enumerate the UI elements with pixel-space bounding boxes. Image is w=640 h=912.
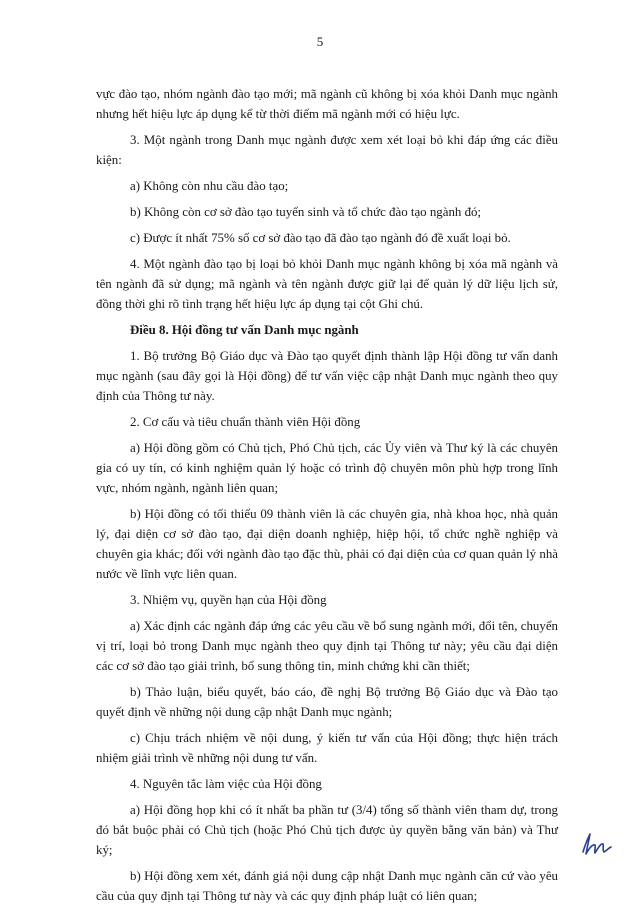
paragraph: 1. Bộ trưởng Bộ Giáo dục và Đào tạo quyết định thành lập Hội đồng tư vấn danh mục ngành (sau đây gọi là Hội đồng) để tư vấn việc cập nhật Danh mục ngành theo quy định của Thông tư này.: [96, 349, 558, 403]
handwritten-initials: [580, 830, 614, 860]
paragraph: a) Hội đồng gồm có Chủ tịch, Phó Chủ tịch, các Ủy viên và Thư ký là các chuyên gia có uy tín, có kinh nghiệm quản lý hoặc có trình độ chuyên môn phù hợp trong lĩnh vực, nhóm ngành, ngành liên quan;: [96, 441, 558, 495]
paragraph: c) Chịu trách nhiệm về nội dung, ý kiến tư vấn của Hội đồng; thực hiện trách nhiệm giải trình về những nội dung tư vấn.: [96, 731, 558, 765]
paragraph: a) Hội đồng họp khi có ít nhất ba phần tư (3/4) tổng số thành viên tham dự, trong đó bắt buộc phải có Chủ tịch (hoặc Phó Chủ tịch được ủy quyền bằng văn bản) và Thư ký;: [96, 803, 558, 857]
paragraph: 3. Một ngành trong Danh mục ngành được xem xét loại bỏ khi đáp ứng các điều kiện:: [96, 133, 558, 167]
paragraph: 3. Nhiệm vụ, quyền hạn của Hội đồng: [130, 593, 327, 607]
paragraph: 4. Nguyên tắc làm việc của Hội đồng: [130, 777, 322, 791]
article-heading: Điều 8. Hội đồng tư vấn Danh mục ngành: [130, 323, 359, 337]
document-body: [96, 84, 558, 912]
paragraph: a) Xác định các ngành đáp ứng các yêu cầu về bổ sung ngành mới, đổi tên, chuyển vị trí, loại bỏ trong Danh mục ngành theo quy định tại Thông tư này; yêu cầu đại diện các cơ sở đào tạo giải trình, bổ sung thông tin, minh chứng khi cần thiết;: [96, 619, 558, 673]
paragraph: 2. Cơ cấu và tiêu chuẩn thành viên Hội đồng: [130, 415, 361, 429]
paragraph: b) Hội đồng xem xét, đánh giá nội dung cập nhật Danh mục ngành căn cứ vào yêu cầu của quy định tại Thông tư này và các quy định pháp luật có liên quan;: [96, 869, 558, 903]
paragraph: b) Thảo luận, biểu quyết, báo cáo, đề nghị Bộ trưởng Bộ Giáo dục và Đào tạo quyết định về những nội dung cập nhật Danh mục ngành;: [96, 685, 558, 719]
paragraph: a) Không còn nhu cầu đào tạo;: [130, 179, 289, 193]
paragraph: b) Không còn cơ sở đào tạo tuyển sinh và tổ chức đào tạo ngành đó;: [130, 205, 482, 219]
paragraph: 4. Một ngành đào tạo bị loại bỏ khỏi Danh mục ngành không bị xóa mã ngành và tên ngành đã sử dụng; mã ngành và tên ngành được giữ lại để quản lý dữ liệu lịch sử, đồng thời ghi rõ tình trạng hết hiệu lực áp dụng tại cột Ghi chú.: [96, 257, 558, 311]
paragraph: b) Hội đồng có tối thiểu 09 thành viên là các chuyên gia, nhà khoa học, nhà quản lý, đại diện cơ sở đào tạo, đại diện doanh nghiệp, hiệp hội, tổ chức nghề nghiệp và chuyên gia khác; đối với ngành đào tạo đặc thù, phải có đại diện của cơ quan quản lý nhà nước về lĩnh vực liên quan.: [96, 507, 558, 581]
paragraph: vực đào tạo, nhóm ngành đào tạo mới; mã ngành cũ không bị xóa khỏi Danh mục ngành nhưng hết hiệu lực áp dụng kể từ thời điểm mã ngành mới có hiệu lực.: [96, 87, 558, 121]
paragraph: c) Được ít nhất 75% số cơ sở đào tạo đã đào tạo ngành đó đề xuất loại bỏ.: [130, 231, 511, 245]
page-number: 5: [316, 34, 324, 49]
